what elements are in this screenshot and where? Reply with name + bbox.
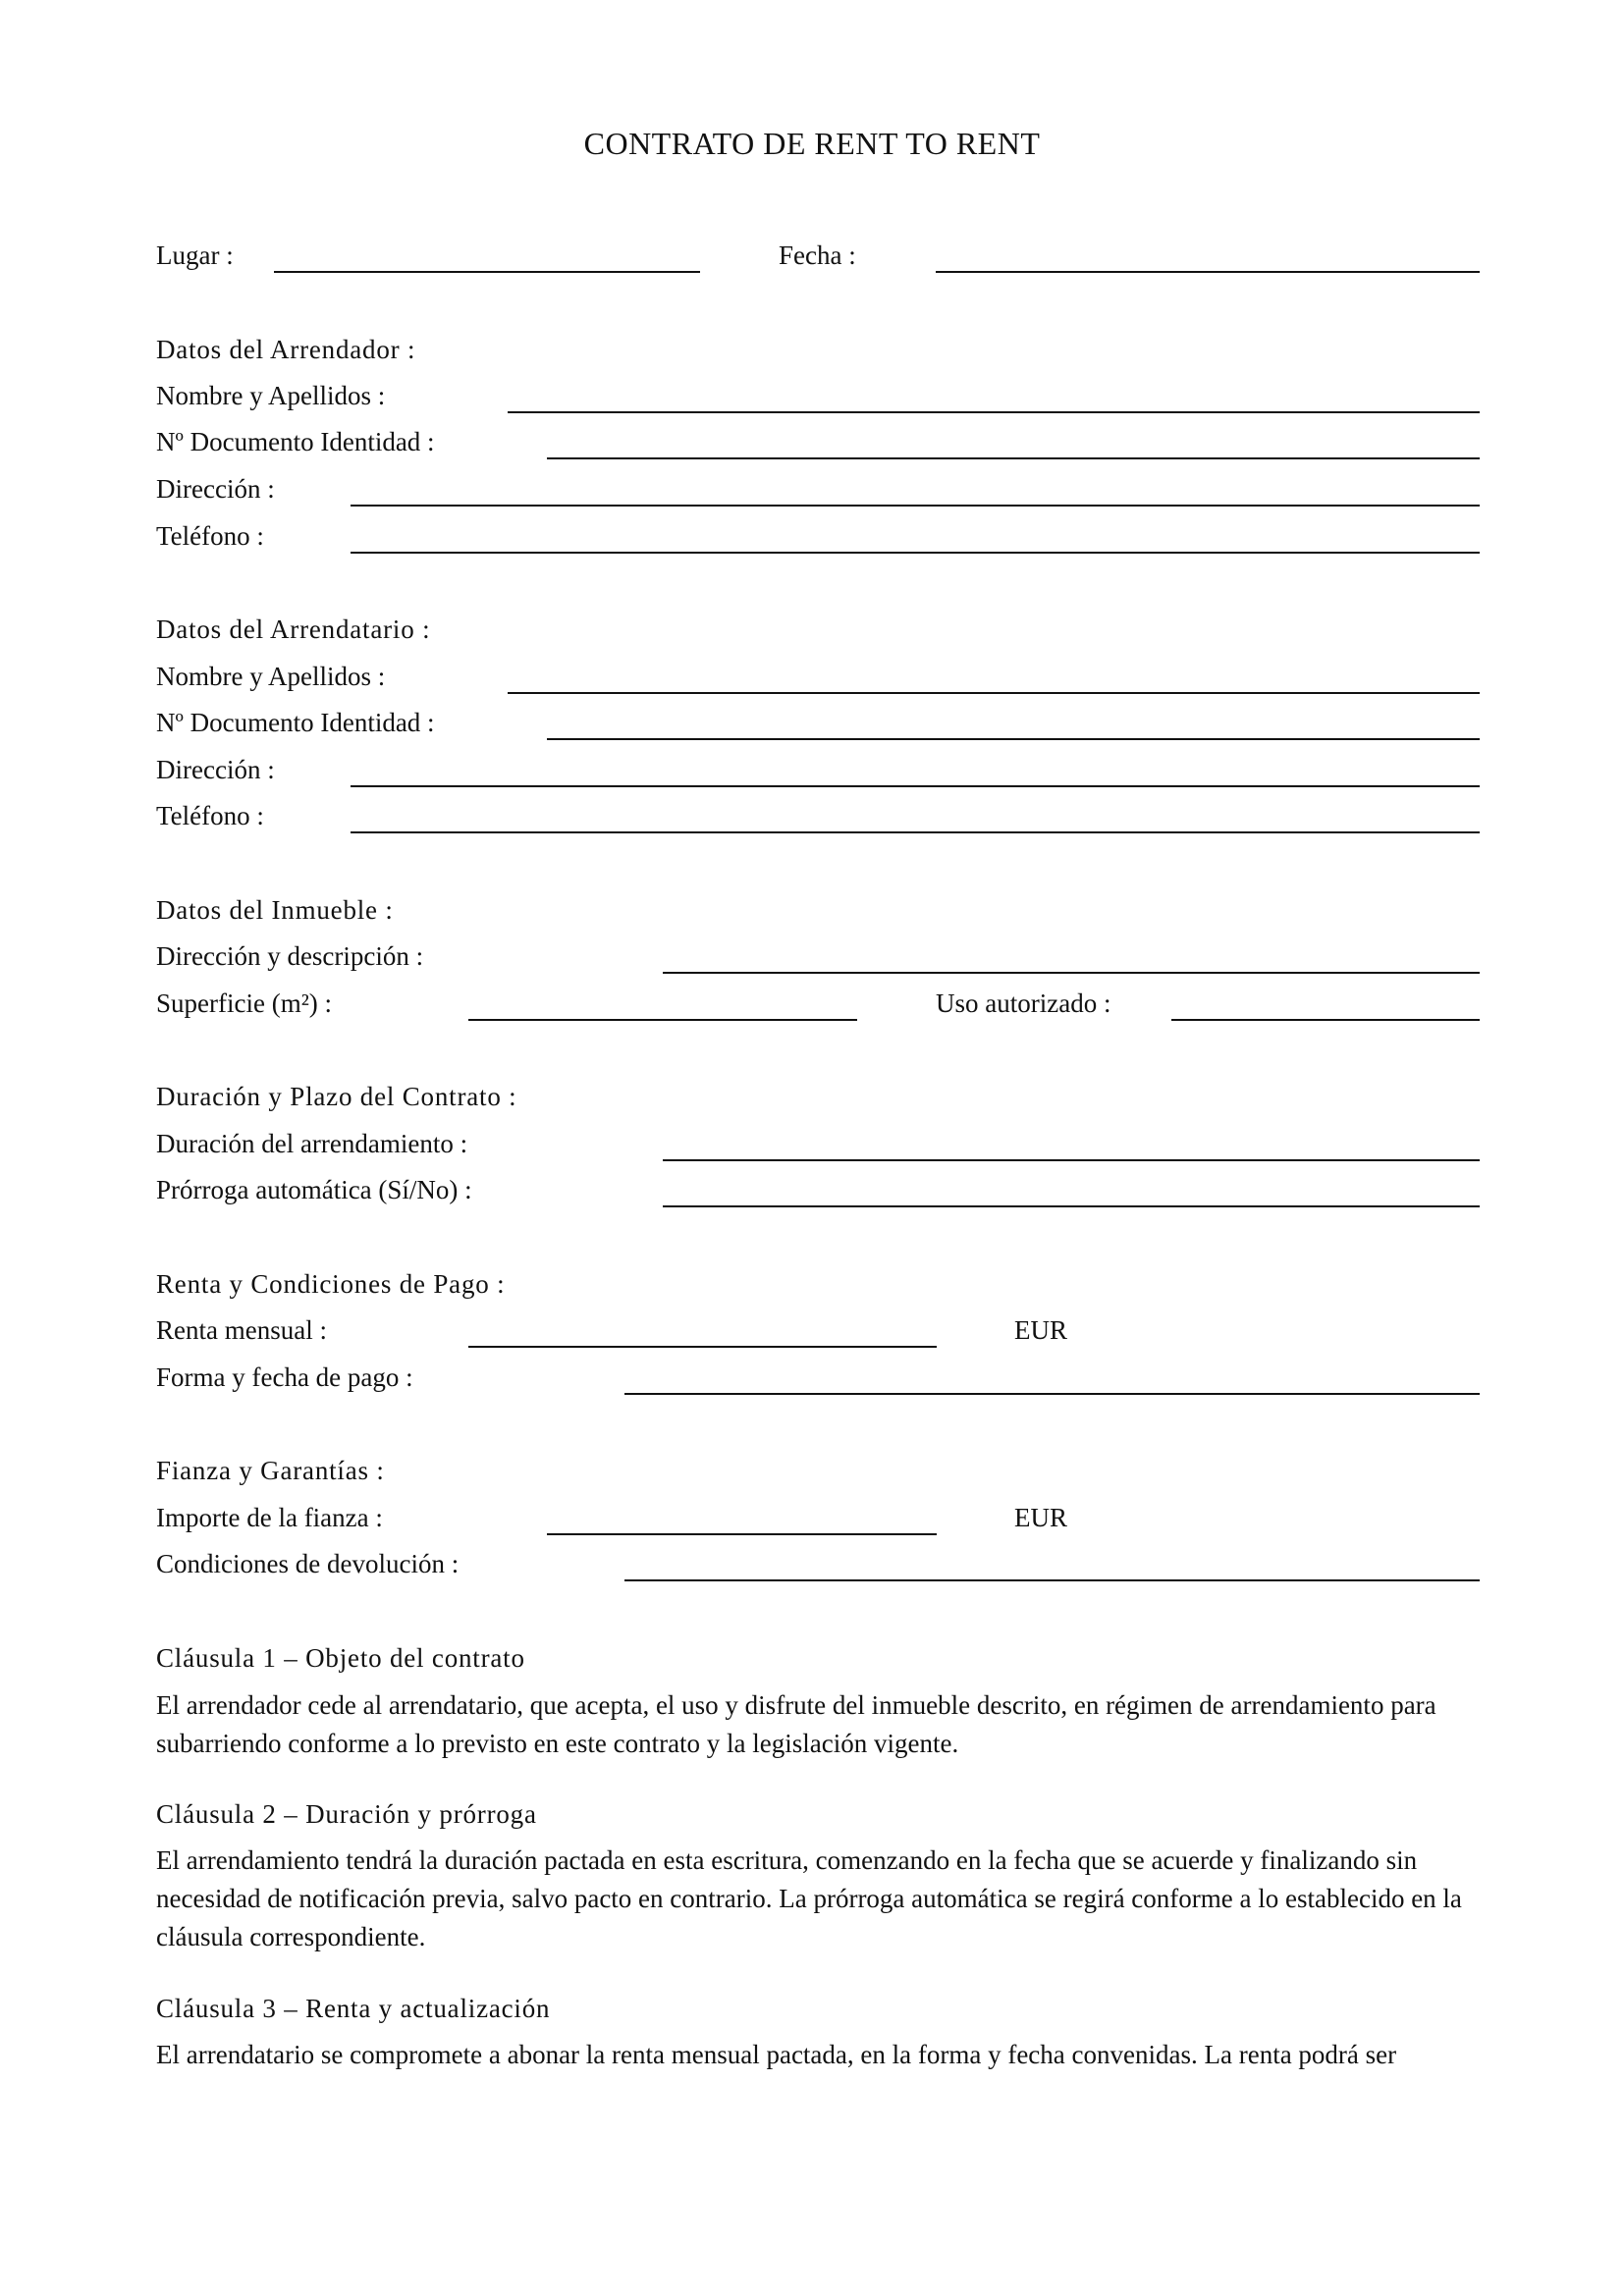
uso-field[interactable]: [1171, 1019, 1480, 1021]
superficie-label: Superficie (m²) :: [156, 988, 333, 1018]
arrendador-direccion-field[interactable]: [351, 505, 1480, 507]
arrendador-nombre-label: Nombre y Apellidos :: [156, 381, 386, 410]
condiciones-devolucion-field[interactable]: [624, 1579, 1480, 1581]
clausula-3-title: Cláusula 3 – Renta y actualización: [156, 1994, 551, 2023]
arrendatario-direccion-field[interactable]: [351, 785, 1480, 787]
superficie-field[interactable]: [468, 1019, 857, 1021]
arrendatario-nombre-label: Nombre y Apellidos :: [156, 662, 386, 691]
page-title: CONTRATO DE RENT TO RENT: [583, 126, 1041, 161]
clausula-1-text: El arrendador cede al arrendatario, que acepta, el uso y disfrute del inmueble descrito, en régimen de arrendamiento para subarriendo conforme a lo previsto en este contrato y la legislación vigente.: [156, 1690, 1436, 1758]
renta-heading: Renta y Condiciones de Pago :: [156, 1269, 506, 1299]
condiciones-devolucion-label: Condiciones de devolución :: [156, 1549, 460, 1578]
arrendatario-documento-label: Nº Documento Identidad :: [156, 708, 435, 737]
clausula-2-title: Cláusula 2 – Duración y prórroga: [156, 1799, 537, 1829]
arrendatario-heading: Datos del Arrendatario :: [156, 614, 431, 644]
arrendatario-direccion-label: Dirección :: [156, 755, 275, 784]
uso-label: Uso autorizado :: [936, 988, 1111, 1018]
arrendador-telefono-field[interactable]: [351, 552, 1480, 554]
arrendatario-telefono-label: Teléfono :: [156, 801, 264, 830]
forma-pago-field[interactable]: [624, 1393, 1480, 1395]
fianza-currency: EUR: [1014, 1503, 1067, 1532]
clausula-2-text: El arrendamiento tendrá la duración pactada en esta escritura, comenzando en la fecha que se acuerde y finalizando sin necesidad de notificación previa, salvo pacto en contrario. La prórroga automática se regirá conforme a lo establecido en la cláusula correspondiente.: [156, 1845, 1462, 1951]
duracion-label: Duración del arrendamiento :: [156, 1129, 468, 1158]
fianza-importe-label: Importe de la fianza :: [156, 1503, 383, 1532]
fianza-heading: Fianza y Garantías :: [156, 1456, 385, 1485]
fecha-field[interactable]: [936, 271, 1480, 273]
arrendador-telefono-label: Teléfono :: [156, 521, 264, 551]
inmueble-direccion-label: Dirección y descripción :: [156, 941, 424, 971]
renta-currency: EUR: [1014, 1315, 1067, 1345]
clausula-3-text: El arrendatario se compromete a abonar la renta mensual pactada, en la forma y fecha convenidas. La renta podrá ser: [156, 2040, 1397, 2069]
prorroga-field[interactable]: [663, 1205, 1480, 1207]
inmueble-heading: Datos del Inmueble :: [156, 895, 394, 925]
duracion-heading: Duración y Plazo del Contrato :: [156, 1082, 517, 1111]
clausula-1-title: Cláusula 1 – Objeto del contrato: [156, 1643, 525, 1673]
arrendador-nombre-field[interactable]: [508, 411, 1480, 413]
arrendador-direccion-label: Dirección :: [156, 474, 275, 504]
renta-mensual-field[interactable]: [468, 1346, 937, 1348]
fianza-importe-field[interactable]: [547, 1533, 937, 1535]
fecha-label: Fecha :: [779, 240, 856, 270]
arrendador-documento-label: Nº Documento Identidad :: [156, 427, 435, 456]
forma-pago-label: Forma y fecha de pago :: [156, 1362, 413, 1392]
arrendatario-telefono-field[interactable]: [351, 831, 1480, 833]
prorroga-label: Prórroga automática (Sí/No) :: [156, 1175, 472, 1204]
lugar-field[interactable]: [274, 271, 700, 273]
renta-mensual-label: Renta mensual :: [156, 1315, 327, 1345]
arrendatario-documento-field[interactable]: [547, 738, 1480, 740]
arrendador-documento-field[interactable]: [547, 457, 1480, 459]
lugar-label: Lugar :: [156, 240, 234, 270]
arrendatario-nombre-field[interactable]: [508, 692, 1480, 694]
duracion-field[interactable]: [663, 1159, 1480, 1161]
inmueble-direccion-field[interactable]: [663, 972, 1480, 974]
arrendador-heading: Datos del Arrendador :: [156, 335, 416, 364]
